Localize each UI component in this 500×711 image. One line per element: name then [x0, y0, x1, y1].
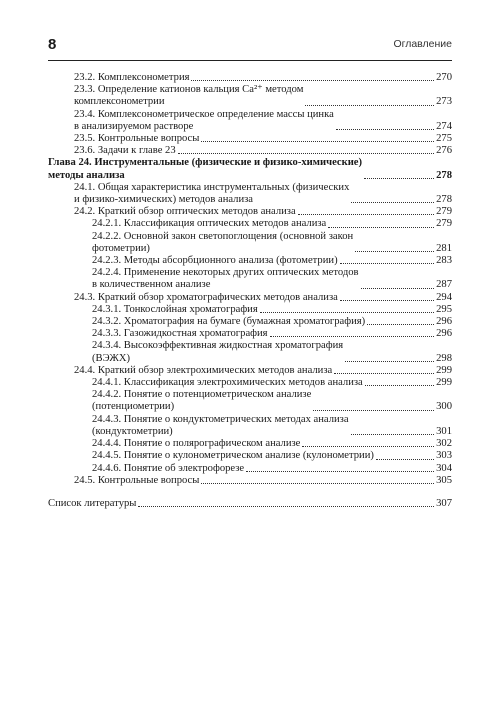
- toc-entry-title-line: 23.5. Контрольные вопросы: [74, 133, 200, 145]
- toc-dot-leader: [345, 361, 434, 362]
- toc-entry-title: [74, 145, 176, 157]
- toc-entry[interactable]: [48, 109, 452, 133]
- toc-entry-title: [74, 133, 199, 145]
- toc-entry-title-line: в анализируемом растворе: [74, 120, 194, 132]
- toc-page-number: 302: [436, 438, 452, 450]
- toc-entry[interactable]: [48, 206, 452, 218]
- toc-page-number: 273: [436, 96, 452, 108]
- toc-entry-title-line: 24.4.3. Понятие о кондуктометрических методах анализа: [92, 413, 349, 425]
- page-number: 8: [48, 36, 57, 53]
- toc-dot-leader: [260, 312, 434, 313]
- running-head: Оглавление: [393, 38, 452, 50]
- toc-entry[interactable]: [48, 133, 452, 145]
- toc-dot-leader: [178, 153, 434, 154]
- toc-entry-title: [92, 438, 300, 450]
- toc-dot-leader: [361, 288, 435, 289]
- toc-entry-title-line: (кондуктометрии): [92, 425, 173, 437]
- toc-entry-title: [92, 463, 244, 475]
- toc-entry-title-line: в количественном анализе: [92, 279, 211, 291]
- toc-entry-title-line: 24.2.4. Применение некоторых других оптических методов: [92, 267, 359, 279]
- toc-page-number: 295: [436, 303, 452, 315]
- toc-entry[interactable]: [48, 72, 452, 84]
- toc-entry-title: [48, 498, 136, 510]
- toc-entry-title: [92, 414, 349, 438]
- toc-entry[interactable]: [48, 450, 452, 462]
- toc-entry[interactable]: [48, 316, 452, 328]
- toc-entry-title-line: 24.3.2. Хроматография на бумаге (бумажная хроматография): [92, 316, 366, 328]
- toc-dot-leader: [355, 251, 434, 252]
- toc-page-number: 283: [436, 255, 452, 267]
- toc-dot-leader: [201, 141, 434, 142]
- toc-entry-title: [74, 72, 189, 84]
- toc-entry[interactable]: [48, 304, 452, 316]
- toc-entry-title-line: 24.4.2. Понятие о потенциометрическом анализе: [92, 389, 312, 401]
- toc-entry-title-line: и физико-химических) методов анализа: [74, 194, 253, 206]
- toc-page-number: 307: [436, 497, 452, 509]
- toc-page-number: 276: [436, 145, 452, 157]
- toc-chapter-entry[interactable]: [48, 498, 452, 510]
- toc-entry[interactable]: [48, 475, 452, 487]
- toc-dot-leader: [191, 80, 434, 81]
- toc-page-number: 296: [436, 328, 452, 340]
- toc-entry-title: [92, 231, 353, 255]
- toc-page-number: 279: [436, 206, 452, 218]
- toc-entry-title: [92, 255, 338, 267]
- toc-entry-title-line: 24.3.1. Тонкослойная хроматография: [92, 303, 258, 315]
- toc-entry[interactable]: [48, 84, 452, 108]
- toc-entry-title-line: методы анализа: [48, 169, 125, 181]
- toc-entry-title-line: 24.4.6. Понятие об электрофорезе: [92, 462, 245, 474]
- table-of-contents: [48, 72, 452, 510]
- toc-entry-title: [92, 218, 326, 230]
- toc-dot-leader: [313, 410, 434, 411]
- toc-entry-title: [92, 377, 363, 389]
- toc-entry[interactable]: [48, 340, 452, 364]
- toc-spacer: [48, 487, 452, 498]
- toc-entry[interactable]: [48, 377, 452, 389]
- toc-entry[interactable]: [48, 463, 452, 475]
- toc-entry-title-line: 24.4.1. Классификация электрохимических методов анализа: [92, 377, 363, 389]
- toc-dot-leader: [138, 506, 434, 507]
- toc-page-number: 275: [436, 133, 452, 145]
- toc-entry[interactable]: [48, 267, 452, 291]
- toc-entry[interactable]: [48, 414, 452, 438]
- toc-page-number: 287: [436, 279, 452, 291]
- toc-dot-leader: [201, 483, 434, 484]
- toc-page-number: 294: [436, 291, 452, 303]
- toc-entry-title-line: 24.4.4. Понятие о полярографическом анализе: [92, 438, 301, 450]
- toc-entry-title: [74, 475, 199, 487]
- toc-dot-leader: [302, 446, 434, 447]
- toc-entry-title: [74, 109, 334, 133]
- toc-entry-title-line: (ВЭЖХ): [92, 352, 130, 364]
- toc-entry-title-line: комплексонометрии: [74, 96, 165, 108]
- toc-page-number: 301: [436, 425, 452, 437]
- header-rule: [48, 60, 452, 61]
- toc-entry-title: [92, 316, 365, 328]
- toc-page-number: 270: [436, 72, 452, 83]
- toc-dot-leader: [328, 227, 434, 228]
- toc-dot-leader: [367, 324, 434, 325]
- toc-entry-title-line: Список литературы: [48, 497, 137, 509]
- toc-dot-leader: [334, 373, 434, 374]
- toc-entry[interactable]: [48, 438, 452, 450]
- toc-page-number: 278: [436, 169, 452, 181]
- toc-page-number: 299: [436, 377, 452, 389]
- toc-entry[interactable]: [48, 389, 452, 413]
- toc-entry-title-line: 24.4.5. Понятие о кулонометрическом анализе (кулонометрии): [92, 450, 374, 462]
- toc-entry[interactable]: [48, 182, 452, 206]
- toc-page-number: 274: [436, 120, 452, 132]
- toc-entry-title-line: 24.2.2. Основной закон светопоглощения (основной закон: [92, 230, 354, 242]
- toc-entry-title-line: 23.6. Задачи к главе 23: [74, 145, 176, 157]
- toc-page-number: 279: [436, 218, 452, 230]
- toc-entry[interactable]: [48, 218, 452, 230]
- toc-entry-title-line: 24.4. Краткий обзор электрохимических методов анализа: [74, 364, 333, 376]
- toc-dot-leader: [246, 471, 434, 472]
- toc-entry-title-line: 23.4. Комплексонометрическое определение массы цинка: [74, 108, 334, 120]
- toc-entry-title: [92, 389, 311, 413]
- toc-page-number: 303: [436, 450, 452, 462]
- toc-entry-title-line: 23.2. Комплексонометрия: [74, 72, 190, 83]
- toc-entry-title: [74, 84, 303, 108]
- toc-dot-leader: [298, 214, 434, 215]
- toc-dot-leader: [270, 336, 435, 337]
- toc-page-number: 305: [436, 474, 452, 486]
- toc-entry-title-line: 24.3. Краткий обзор хроматографических методов анализа: [74, 291, 338, 303]
- toc-entry[interactable]: [48, 145, 452, 157]
- toc-entry-title: [74, 206, 296, 218]
- toc-entry-title-line: фотометрии): [92, 242, 150, 254]
- toc-entry-title-line: 24.5. Контрольные вопросы: [74, 474, 200, 486]
- toc-entry-title-line: 24.1. Общая характеристика инструментальных (физических: [74, 181, 350, 193]
- toc-entry-title: [48, 157, 362, 181]
- toc-entry-title-line: 24.2.1. Классификация оптических методов анализа: [92, 218, 327, 230]
- toc-page-number: 300: [436, 401, 452, 413]
- toc-page-number: 296: [436, 316, 452, 328]
- toc-entry-title-line: 24.3.3. Газожидкостная хроматография: [92, 328, 268, 340]
- toc-chapter-entry[interactable]: [48, 157, 452, 181]
- toc-page-number: 298: [436, 352, 452, 364]
- toc-entry-title-line: 24.2. Краткий обзор оптических методов анализа: [74, 206, 296, 218]
- toc-entry[interactable]: [48, 231, 452, 255]
- toc-entry-title-line: 24.2.3. Методы абсорбционного анализа (фотометрии): [92, 255, 338, 267]
- toc-dot-leader: [305, 105, 434, 106]
- toc-page-number: 304: [436, 462, 452, 474]
- toc-entry-title-line: (потенциометрии): [92, 401, 175, 413]
- toc-dot-leader: [351, 434, 435, 435]
- toc-entry[interactable]: [48, 292, 452, 304]
- toc-dot-leader: [364, 178, 434, 179]
- toc-entry-title: [92, 450, 374, 462]
- page-header: [48, 36, 452, 58]
- toc-dot-leader: [340, 263, 435, 264]
- toc-entry-title-line: 23.3. Определение катионов кальция Ca²⁺ методом: [74, 84, 304, 96]
- toc-dot-leader: [340, 300, 434, 301]
- toc-entry-title-line: 24.3.4. Высокоэффективная жидкостная хроматография: [92, 340, 344, 352]
- toc-dot-leader: [351, 202, 434, 203]
- toc-page-number: 278: [436, 194, 452, 206]
- toc-entry-title: [74, 182, 349, 206]
- toc-entry[interactable]: [48, 365, 452, 377]
- toc-entry-title-line: Глава 24. Инструментальные (физические и физико-химические): [48, 157, 363, 169]
- toc-entry-title: [92, 304, 258, 316]
- toc-entry-title: [92, 340, 343, 364]
- toc-entry[interactable]: [48, 328, 452, 340]
- toc-dot-leader: [376, 459, 434, 460]
- toc-entry-title: [74, 365, 332, 377]
- toc-entry-title: [74, 292, 338, 304]
- toc-page-number: 299: [436, 364, 452, 376]
- toc-dot-leader: [336, 129, 434, 130]
- toc-entry[interactable]: [48, 255, 452, 267]
- toc-entry-title: [92, 267, 359, 291]
- toc-dot-leader: [365, 385, 434, 386]
- toc-entry-title: [92, 328, 268, 340]
- toc-page-number: 281: [436, 242, 452, 254]
